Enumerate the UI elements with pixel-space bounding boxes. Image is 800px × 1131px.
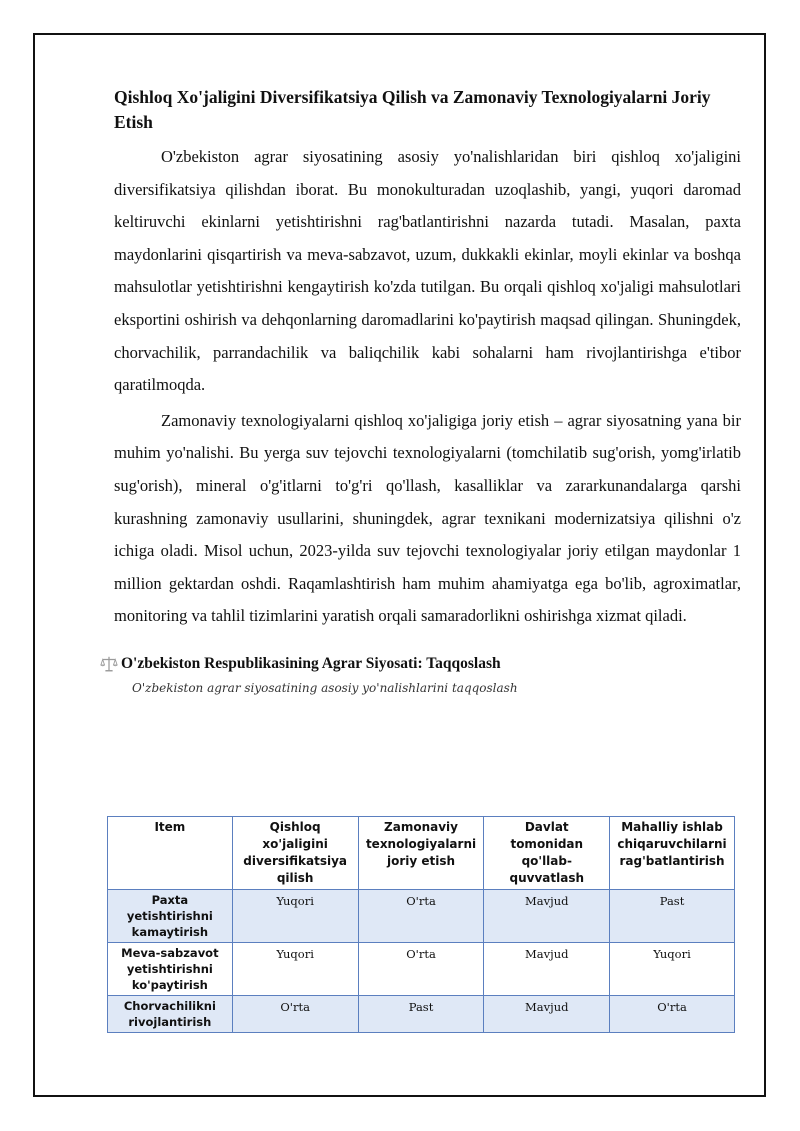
header-item: Item xyxy=(108,817,233,890)
table-row xyxy=(108,890,735,943)
table-cell: O'rta xyxy=(232,996,358,1033)
paragraph-diversification: O'zbekiston agrar siyosatining asosiy yo'nalishlaridan biri qishloq xo'jaligini diversifikatsiya qilishdan iborat. Bu monokulturadan uzoqlashib, yangi, yuqori daromad keltiruvchi ekinlarni yetishtirishni rag'batlantirishni nazarda tutadi. Masalan, paxta maydonlarini qisqartirish va meva-sabzavot, uzum, dukkakli ekinlar, moyli ekinlar va boshqa mahsulotlar yetishtirishni kengaytirish ko'zda tutilgan. Bu orqali qishloq xo'jaligi mahsulotlari eksportini oshirish va dehqonlarning daromadlarini ko'paytirish maqsad qilingan. Shuningdek, chorvachilik, parrandachilik va baliqchilik kabi sohalarni ham rivojlantirishga e'tibor qaratilmoqda. xyxy=(114,147,741,395)
table-cell: Mavjud xyxy=(484,996,610,1033)
table-row xyxy=(108,996,735,1033)
header-local-producers: Mahalliy ishlab chiqaruvchilarni rag'batlantirish xyxy=(610,817,735,890)
table-cell: O'rta xyxy=(358,890,484,943)
table-cell: Yuqori xyxy=(610,943,735,996)
table-cell: Mavjud xyxy=(484,890,610,943)
section-heading xyxy=(114,653,741,675)
header-state-support: Davlat tomonidan qo'llab-quvvatlash xyxy=(484,817,610,890)
row-label: Chorvachilikni rivojlantirish xyxy=(108,996,233,1033)
table-caption: O'zbekiston agrar siyosatining asosiy yo'nalishlarini taqqoslash xyxy=(132,680,518,695)
table-header-row xyxy=(108,817,735,890)
table-cell: Past xyxy=(358,996,484,1033)
balance-scale-icon xyxy=(100,655,118,673)
row-label: Meva-sabzavot yetishtirishni ko'paytirish xyxy=(108,943,233,996)
table-row xyxy=(108,943,735,996)
table-cell: O'rta xyxy=(610,996,735,1033)
paragraph-technology: Zamonaviy texnologiyalarni qishloq xo'jaligiga joriy etish – agrar siyosatning yana bir muhim yo'nalishi. Bu yerga suv tejovchi texnologiyalarni (tomchilatib sug'orish, yomg'irlatib sug'orish), mineral o'g'itlarni to'g'ri qo'llash, kasalliklar va zararkunandalarga qarshi kurashning zamonaviy usullarini, shuningdek, agrar texnikani modernizatsiya qilishni o'z ichiga oladi. Misol uchun, 2023-yilda suv tejovchi texnologiyalar joriy etilgan maydonlar 1 million gektardan oshdi. Raqamlashtirish ham muhim ahamiyatga ega bo'lib, agroximatlar, monitoring va tahlil tizimlarini yaratish orqali samaradorlikni oshirishga xizmat qiladi. xyxy=(114,410,741,626)
table-cell: Past xyxy=(610,890,735,943)
document-title: Qishloq Xo'jaligini Diversifikatsiya Qilish va Zamonaviy Texnologiyalarni Joriy Etish xyxy=(114,87,711,132)
table-cell: Yuqori xyxy=(232,943,358,996)
document-body xyxy=(114,85,741,701)
header-diversification: Qishloq xo'jaligini diversifikatsiya qilish xyxy=(232,817,358,890)
header-technology: Zamonaviy texnologiyalarni joriy etish xyxy=(358,817,484,890)
comparison-table xyxy=(107,816,735,1033)
section-heading-text: O'zbekiston Respublikasining Agrar Siyosati: Taqqoslash xyxy=(121,654,501,672)
row-label: Paxta yetishtirishni kamaytirish xyxy=(108,890,233,943)
table-cell: O'rta xyxy=(358,943,484,996)
table-cell: Mavjud xyxy=(484,943,610,996)
table-cell: Yuqori xyxy=(232,890,358,943)
